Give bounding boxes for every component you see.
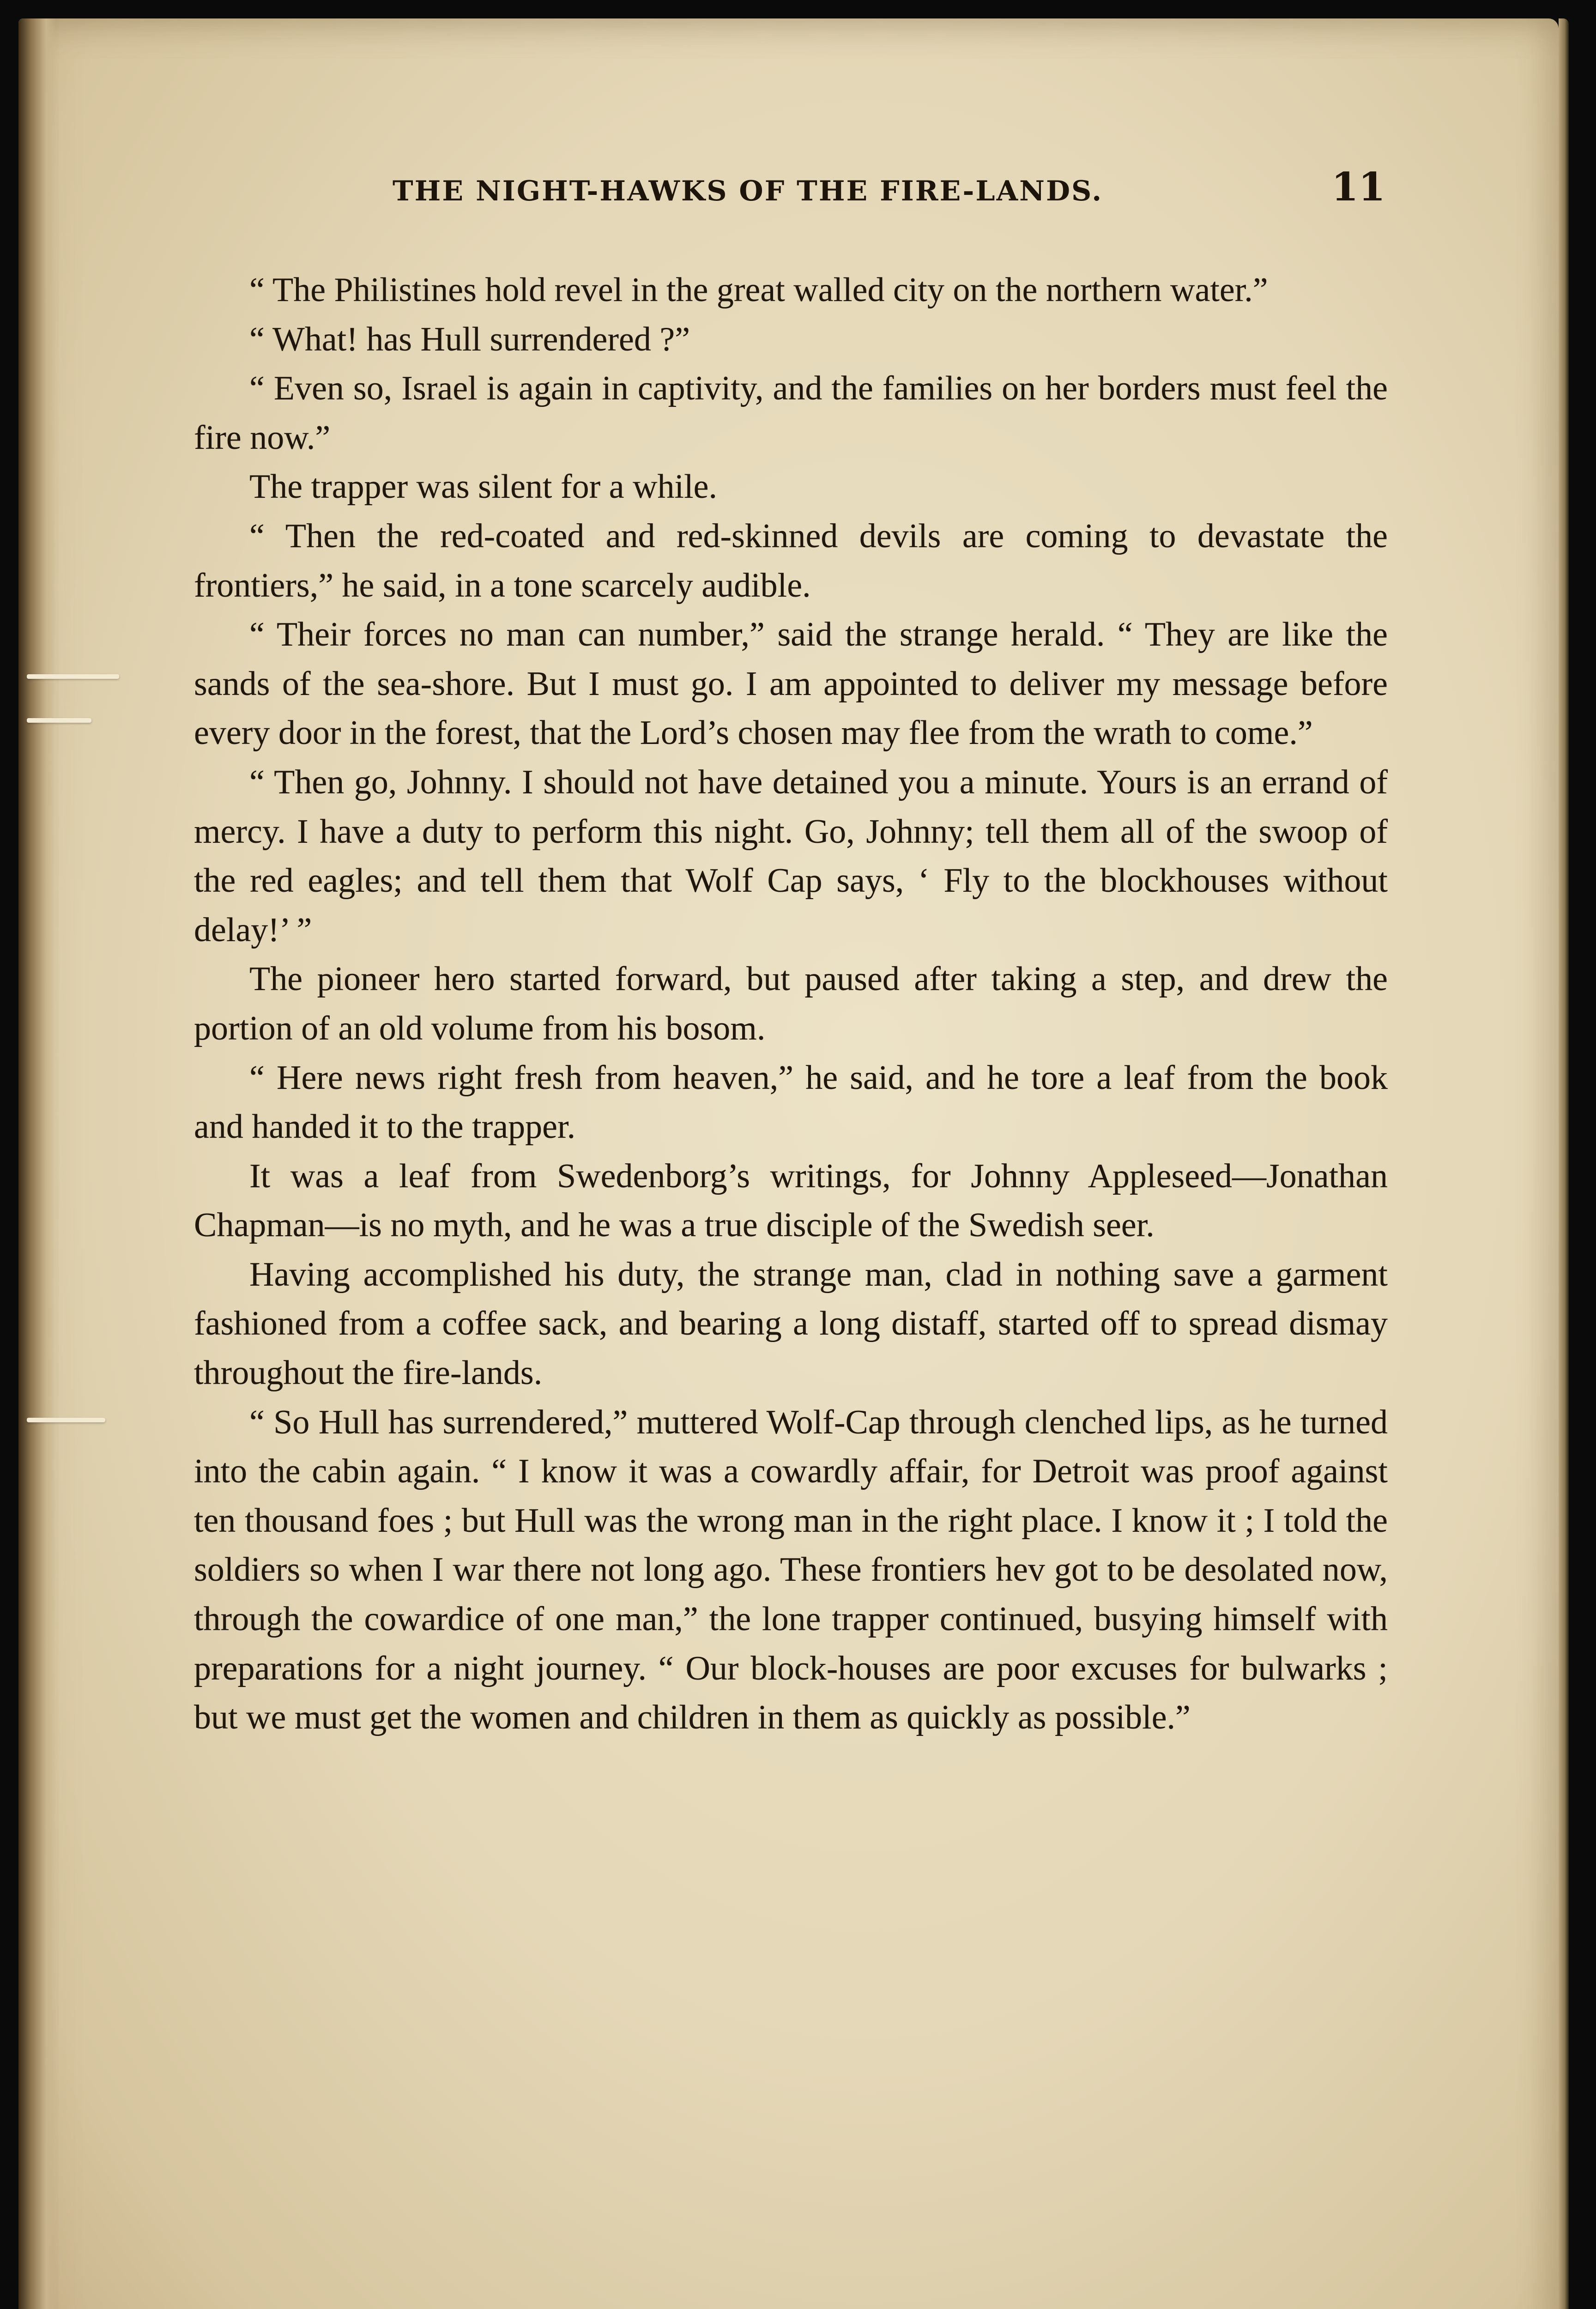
page-header: [203, 164, 1385, 215]
binding-thread: [27, 674, 119, 679]
binding-thread: [27, 718, 91, 723]
book-spine: [18, 18, 55, 2309]
page-number: 11: [1331, 164, 1385, 210]
paragraph: The pioneer hero started forward, but paused after taking a step, and drew the portion of an old volume from his bosom.: [194, 960, 1388, 1047]
binding-thread: [27, 1418, 105, 1422]
paragraph: “ What! has Hull surrendered ?”: [249, 320, 690, 358]
running-title: THE NIGHT-HAWKS OF THE FIRE-LANDS.: [393, 175, 1103, 207]
body-text: [194, 266, 1388, 1742]
paragraph: “ So Hull has surrendered,” muttered Wolf-Cap through clenched lips, as he turned into the cabin again. “ I know it was a cowardly affair, for Detroit was proof against ten thousand foes ; but Hull was the wrong man in the right place. I know it ; I told the soldiers so when I war there not long ago. These frontiers hev got to be desolated now, through the cowardice of one man,” the lone trapper continued, busying himself with preparations for a night journey. “ Our block-houses are poor excuses for bulwarks ; but we must get the women and children in them as quickly as possible.”: [194, 1403, 1388, 1737]
paragraph: “ Here news right fresh from heaven,” he said, and he tore a leaf from the book and handed it to the trapper.: [194, 1058, 1388, 1146]
paragraph: “ Their forces no man can number,” said the strange herald. “ They are like the sands of the sea-shore. But I must go. I am appointed to deliver my message before every door in the forest, that the Lord’s chosen may flee from the wrath to come.”: [194, 616, 1388, 752]
paragraph: The trapper was silent for a while.: [249, 468, 718, 506]
paragraph: “ Even so, Israel is again in captivity, and the families on her borders must feel the fire now.”: [194, 369, 1388, 457]
page-edge: [1559, 18, 1569, 2309]
paragraph: “ Then the red-coated and red-skinned devils are coming to devastate the frontiers,” he said, in a tone scarcely audible.: [194, 517, 1388, 604]
paragraph: It was a leaf from Swedenborg’s writings, for Johnny Appleseed—Jonathan Chapman—is no myth, and he was a true disciple of the Swedish seer.: [194, 1157, 1388, 1245]
paragraph: “ The Philistines hold revel in the great walled city on the northern water.”: [249, 271, 1268, 309]
book-page: [18, 18, 1559, 2309]
paragraph: Having accomplished his duty, the strange man, clad in nothing save a garment fashioned from a coffee sack, and bearing a long distaff, started off to spread dismay throughout the fire-lands.: [194, 1255, 1388, 1392]
paragraph: “ Then go, Johnny. I should not have detained you a minute. Yours is an errand of mercy. I have a duty to perform this night. Go, Johnny; tell them all of the swoop of the red eagles; and tell them that Wolf Cap says, ‘ Fly to the blockhouses without delay!’ ”: [194, 763, 1388, 949]
